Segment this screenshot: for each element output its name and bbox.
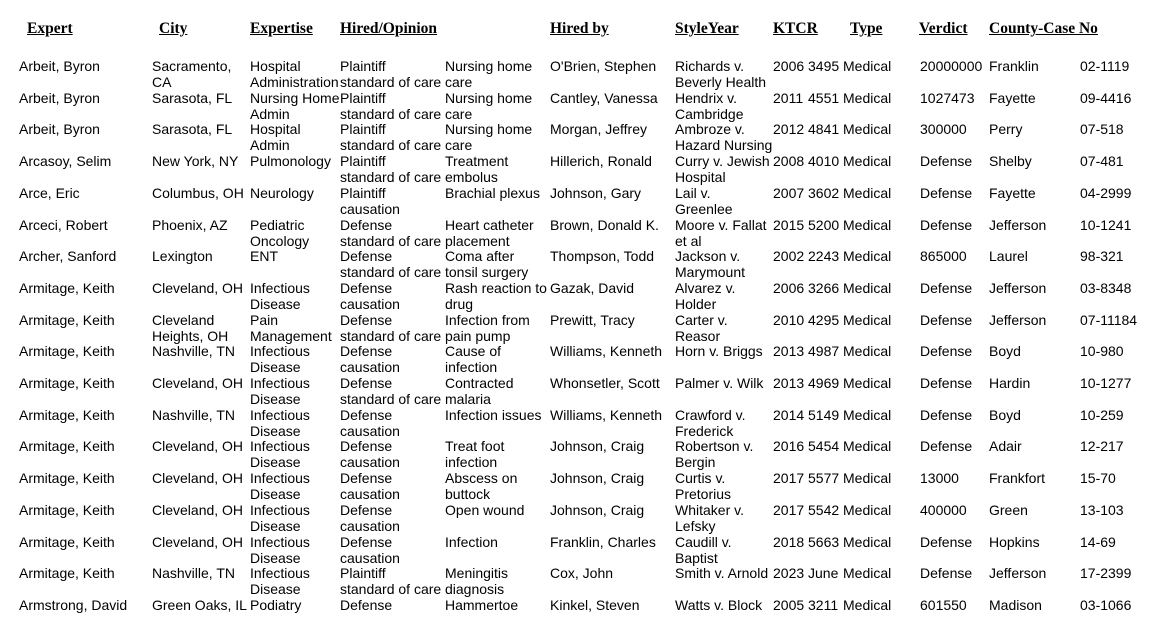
case-style-cell: Caudill v. Baptist [675, 534, 732, 566]
table-row [0, 153, 1163, 185]
opinion-cell: Infection [445, 534, 498, 550]
type-cell: Medical [843, 90, 892, 106]
expert-cell: Arbeit, Byron [19, 121, 100, 137]
county-cell: Fayette [989, 185, 1036, 201]
county-cell: Hardin [989, 375, 1031, 391]
expert-cell: Armitage, Keith [19, 375, 115, 391]
expertise-cell: Infectious Disease [250, 280, 310, 312]
ktcr-cell: 4295 [808, 312, 840, 328]
hired-by-cell: Kinkel, Steven [550, 597, 640, 613]
year-cell: 2016 [773, 438, 805, 454]
verdict-cell: Defense [920, 280, 973, 296]
opinion-cell: Treatment embolus [445, 153, 509, 185]
table-row [0, 217, 1163, 249]
case-number-cell: 17-2399 [1080, 565, 1132, 581]
expertise-cell: Infectious Disease [250, 438, 310, 470]
case-style-cell: Carter v. Reasor [675, 312, 728, 344]
hired-by-cell: Prewitt, Tracy [550, 312, 635, 328]
type-cell: Medical [843, 438, 892, 454]
header-county-case[interactable]: County-Case No [989, 20, 1098, 37]
city-cell: Nashville, TN [152, 407, 235, 423]
expert-cell: Armitage, Keith [19, 470, 115, 486]
year-cell: 2011 [773, 90, 804, 106]
county-cell: Jefferson [989, 565, 1047, 581]
case-style-cell: Hendrix v. Cambridge [675, 90, 744, 122]
hired-side-cell: Plaintiff standard of care [340, 121, 442, 153]
expertise-cell: Infectious Disease [250, 470, 310, 502]
hired-by-cell: Thompson, Todd [550, 248, 655, 264]
county-cell: Perry [989, 121, 1023, 137]
type-cell: Medical [843, 121, 892, 137]
table-row [0, 185, 1163, 217]
ktcr-cell: June [808, 565, 839, 581]
expertise-cell: Hospital Admin [250, 121, 301, 153]
opinion-cell: Open wound [445, 502, 525, 518]
city-cell: Cleveland, OH [152, 502, 244, 518]
year-cell: 2017 [773, 502, 805, 518]
hired-by-cell: Williams, Kenneth [550, 407, 663, 423]
ktcr-cell: 3211 [808, 597, 839, 613]
ktcr-cell: 5454 [808, 438, 840, 454]
case-number-cell: 02-1119 [1080, 58, 1130, 74]
expertise-cell: Infectious Disease [250, 343, 310, 375]
expert-cell: Armitage, Keith [19, 343, 115, 359]
type-cell: Medical [843, 185, 892, 201]
city-cell: Sacramento, CA [152, 58, 232, 90]
hired-side-cell: Defense standard of care [340, 312, 442, 344]
city-cell: Sarasota, FL [152, 90, 233, 106]
ktcr-cell: 5577 [808, 470, 840, 486]
county-cell: Franklin [989, 58, 1039, 74]
city-cell: Cleveland, OH [152, 438, 244, 454]
ktcr-cell: 2243 [808, 248, 840, 264]
hired-side-cell: Defense causation [340, 534, 400, 566]
opinion-cell: Heart catheter placement [445, 217, 534, 249]
table-row [0, 90, 1163, 122]
county-cell: Boyd [989, 343, 1021, 359]
opinion-cell: Abscess on buttock [445, 470, 518, 502]
verdict-cell: 20000000 [920, 58, 983, 74]
type-cell: Medical [843, 58, 892, 74]
type-cell: Medical [843, 565, 892, 581]
type-cell: Medical [843, 248, 892, 264]
ktcr-cell: 3266 [808, 280, 840, 296]
opinion-cell: Brachial plexus [445, 185, 540, 201]
header-city[interactable]: City [159, 20, 188, 37]
type-cell: Medical [843, 534, 892, 550]
hired-side-cell: Defense standard of care [340, 217, 442, 249]
table-row [0, 248, 1163, 280]
type-cell: Medical [843, 280, 892, 296]
table-row [0, 375, 1163, 407]
case-number-cell: 10-259 [1080, 407, 1124, 423]
case-style-cell: Moore v. Fallat et al [675, 217, 767, 249]
verdict-cell: 13000 [920, 470, 959, 486]
expertise-cell: Infectious Disease [250, 565, 310, 597]
table-row [0, 565, 1163, 597]
city-cell: Nashville, TN [152, 565, 235, 581]
case-number-cell: 12-217 [1080, 438, 1124, 454]
header-verdict[interactable]: Verdict [919, 20, 968, 37]
table-row [0, 312, 1163, 344]
city-cell: Cleveland, OH [152, 470, 244, 486]
header-hired-opinion[interactable]: Hired/Opinion [340, 20, 438, 37]
verdict-cell: Defense [920, 407, 973, 423]
year-cell: 2017 [773, 470, 805, 486]
county-cell: Frankfort [989, 470, 1046, 486]
case-style-cell: Watts v. Block [675, 597, 763, 613]
case-style-cell: Alvarez v. Holder [675, 280, 736, 312]
expertise-cell: Infectious Disease [250, 407, 310, 439]
case-style-cell: Ambroze v. Hazard Nursing [675, 121, 773, 153]
expert-cell: Arbeit, Byron [19, 90, 100, 106]
header-type[interactable]: Type [850, 20, 883, 37]
case-style-cell: Horn v. Briggs [675, 343, 763, 359]
hired-by-cell: Hillerich, Ronald [550, 153, 652, 169]
verdict-cell: 865000 [920, 248, 967, 264]
case-number-cell: 04-2999 [1080, 185, 1132, 201]
verdict-cell: Defense [920, 217, 973, 233]
type-cell: Medical [843, 375, 892, 391]
expertise-cell: Nursing Home Admin [250, 90, 340, 122]
expertise-cell: ENT [250, 248, 278, 264]
hired-by-cell: Cox, John [550, 565, 614, 581]
hired-side-cell: Plaintiff standard of care [340, 90, 442, 122]
expert-cell: Armitage, Keith [19, 502, 115, 518]
type-cell: Medical [843, 502, 892, 518]
expert-cell: Armitage, Keith [19, 534, 115, 550]
case-number-cell: 07-518 [1080, 121, 1124, 137]
case-number-cell: 98-321 [1080, 248, 1124, 264]
case-number-cell: 15-70 [1080, 470, 1116, 486]
verdict-cell: Defense [920, 153, 973, 169]
case-style-cell: Crawford v. Frederick [675, 407, 746, 439]
table-row [0, 280, 1163, 312]
opinion-cell: Rash reaction to drug [445, 280, 547, 312]
opinion-cell: Treat foot infection [445, 438, 505, 470]
year-cell: 2015 [773, 217, 805, 233]
case-number-cell: 07-11184 [1080, 312, 1138, 328]
hired-side-cell: Plaintiff standard of care [340, 565, 442, 597]
year-cell: 2008 [773, 153, 805, 169]
hired-by-cell: Johnson, Gary [550, 185, 642, 201]
ktcr-cell: 4010 [808, 153, 840, 169]
hired-side-cell: Plaintiff standard of care [340, 153, 442, 185]
verdict-cell: Defense [920, 565, 973, 581]
expertise-cell: Podiatry [250, 597, 302, 613]
expert-cell: Arceci, Robert [19, 217, 108, 233]
ktcr-cell: 4987 [808, 343, 840, 359]
case-number-cell: 14-69 [1080, 534, 1116, 550]
expertise-cell: Neurology [250, 185, 314, 201]
hired-by-cell: Whonsetler, Scott [550, 375, 660, 391]
county-cell: Fayette [989, 90, 1036, 106]
case-number-cell: 13-103 [1080, 502, 1124, 518]
case-style-cell: Richards v. Beverly Health [675, 58, 767, 90]
year-cell: 2012 [773, 121, 805, 137]
case-style-cell: Curtis v. Pretorius [675, 470, 732, 502]
verdict-cell: 300000 [920, 121, 967, 137]
case-style-cell: Whitaker v. Lefsky [675, 502, 744, 534]
year-cell: 2014 [773, 407, 805, 423]
expertise-cell: Infectious Disease [250, 534, 310, 566]
hired-side-cell: Defense causation [340, 280, 400, 312]
verdict-cell: Defense [920, 534, 973, 550]
year-cell: 2023 [773, 565, 805, 581]
table-row [0, 470, 1163, 502]
year-cell: 2010 [773, 312, 805, 328]
year-cell: 2007 [773, 185, 805, 201]
city-cell: Cleveland, OH [152, 375, 244, 391]
table-row [0, 58, 1163, 90]
type-cell: Medical [843, 153, 892, 169]
opinion-cell: Contracted malaria [445, 375, 514, 407]
expertise-cell: Infectious Disease [250, 375, 310, 407]
county-cell: Laurel [989, 248, 1028, 264]
header-ktcr[interactable]: KTCR [773, 20, 818, 37]
ktcr-cell: 4969 [808, 375, 840, 391]
type-cell: Medical [843, 407, 892, 423]
hired-by-cell: Williams, Kenneth [550, 343, 663, 359]
ktcr-cell: 4551 [808, 90, 840, 106]
verdict-cell: Defense [920, 312, 973, 328]
year-cell: 2013 [773, 343, 805, 359]
type-cell: Medical [843, 217, 892, 233]
header-hired-by[interactable]: Hired by [550, 20, 609, 37]
city-cell: Cleveland Heights, OH [152, 312, 229, 344]
hired-by-cell: Brown, Donald K. [550, 217, 659, 233]
verdict-cell: 601550 [920, 597, 967, 613]
year-cell: 2002 [773, 248, 805, 264]
county-cell: Madison [989, 597, 1042, 613]
year-cell: 2013 [773, 375, 805, 391]
case-number-cell: 10-1241 [1080, 217, 1132, 233]
expert-cell: Armitage, Keith [19, 438, 115, 454]
hired-side-cell: Plaintiff causation [340, 185, 400, 217]
table-row [0, 534, 1163, 566]
county-cell: Jefferson [989, 217, 1047, 233]
expertise-cell: Pediatric Oncology [250, 217, 310, 249]
county-cell: Boyd [989, 407, 1021, 423]
ktcr-cell: 5149 [808, 407, 840, 423]
county-cell: Hopkins [989, 534, 1040, 550]
case-style-cell: Lail v. Greenlee [675, 185, 733, 217]
case-style-cell: Palmer v. Wilk [675, 375, 764, 391]
year-cell: 2006 [773, 280, 805, 296]
case-number-cell: 10-1277 [1080, 375, 1132, 391]
hired-side-cell: Defense causation [340, 407, 400, 439]
header-style-year[interactable]: StyleYear [675, 20, 739, 37]
verdict-cell: Defense [920, 185, 973, 201]
hired-side-cell: Defense causation [340, 502, 400, 534]
county-cell: Jefferson [989, 312, 1047, 328]
hired-side-cell: Defense standard of care [340, 248, 442, 280]
hired-by-cell: Johnson, Craig [550, 470, 645, 486]
case-style-cell: Robertson v. Bergin [675, 438, 754, 470]
expert-cell: Arcasoy, Selim [19, 153, 112, 169]
hired-side-cell: Defense [340, 597, 393, 613]
case-number-cell: 03-1066 [1080, 597, 1132, 613]
table-row [0, 502, 1163, 534]
expert-cell: Armitage, Keith [19, 312, 115, 328]
hired-by-cell: Gazak, David [550, 280, 635, 296]
type-cell: Medical [843, 597, 892, 613]
city-cell: Cleveland, OH [152, 534, 244, 550]
verdict-cell: Defense [920, 438, 973, 454]
case-number-cell: 03-8348 [1080, 280, 1132, 296]
hired-side-cell: Defense causation [340, 438, 400, 470]
city-cell: Lexington [152, 248, 213, 264]
hired-side-cell: Defense causation [340, 343, 400, 375]
opinion-cell: Nursing home care [445, 121, 533, 153]
hired-by-cell: Johnson, Craig [550, 502, 645, 518]
hired-by-cell: Johnson, Craig [550, 438, 645, 454]
expertise-cell: Pain Management [250, 312, 332, 344]
header-expert[interactable]: Expert [27, 20, 73, 37]
ktcr-cell: 4841 [808, 121, 840, 137]
verdict-cell: Defense [920, 375, 973, 391]
case-number-cell: 07-481 [1080, 153, 1124, 169]
county-cell: Adair [989, 438, 1022, 454]
ktcr-cell: 3602 [808, 185, 840, 201]
hired-side-cell: Defense standard of care [340, 375, 442, 407]
type-cell: Medical [843, 470, 892, 486]
case-number-cell: 10-980 [1080, 343, 1124, 359]
city-cell: Cleveland, OH [152, 280, 244, 296]
expert-cell: Arbeit, Byron [19, 58, 100, 74]
hired-by-cell: O'Brien, Stephen [550, 58, 657, 74]
hired-by-cell: Franklin, Charles [550, 534, 656, 550]
table-row [0, 438, 1163, 470]
ktcr-cell: 5663 [808, 534, 840, 550]
expert-cell: Armitage, Keith [19, 280, 115, 296]
city-cell: New York, NY [152, 153, 239, 169]
hired-side-cell: Plaintiff standard of care [340, 58, 442, 90]
opinion-cell: Coma after tonsil surgery [445, 248, 529, 280]
verdict-cell: 1027473 [920, 90, 975, 106]
county-cell: Green [989, 502, 1028, 518]
county-cell: Jefferson [989, 280, 1047, 296]
city-cell: Columbus, OH [152, 185, 244, 201]
case-number-cell: 09-4416 [1080, 90, 1132, 106]
county-cell: Shelby [989, 153, 1032, 169]
case-style-cell: Jackson v. Marymount [675, 248, 746, 280]
opinion-cell: Nursing home care [445, 90, 533, 122]
table-row [0, 343, 1163, 375]
verdict-cell: Defense [920, 343, 973, 359]
hired-side-cell: Defense causation [340, 470, 400, 502]
expertise-cell: Pulmonology [250, 153, 331, 169]
hired-by-cell: Morgan, Jeffrey [550, 121, 648, 137]
case-style-cell: Smith v. Arnold [675, 565, 769, 581]
year-cell: 2018 [773, 534, 805, 550]
table-row [0, 407, 1163, 439]
header-expertise[interactable]: Expertise [250, 20, 313, 37]
ktcr-cell: 5542 [808, 502, 840, 518]
verdict-cell: 400000 [920, 502, 967, 518]
year-cell: 2006 [773, 58, 805, 74]
opinion-cell: Infection from pain pump [445, 312, 530, 344]
ktcr-cell: 3495 [808, 58, 840, 74]
table-row [0, 121, 1163, 153]
type-cell: Medical [843, 312, 892, 328]
expert-cell: Armstrong, David [19, 597, 128, 613]
opinion-cell: Hammertoe [445, 597, 519, 613]
expert-cell: Armitage, Keith [19, 407, 115, 423]
opinion-cell: Meningitis diagnosis [445, 565, 509, 597]
opinion-cell: Nursing home care [445, 58, 533, 90]
expertise-cell: Infectious Disease [250, 502, 310, 534]
city-cell: Green Oaks, IL [152, 597, 247, 613]
city-cell: Sarasota, FL [152, 121, 233, 137]
opinion-cell: Cause of infection [445, 343, 502, 375]
expert-cell: Archer, Sanford [19, 248, 117, 264]
case-style-cell: Curry v. Jewish Hospital [675, 153, 770, 185]
table-row [0, 597, 1163, 629]
expert-cell: Armitage, Keith [19, 565, 115, 581]
city-cell: Phoenix, AZ [152, 217, 228, 233]
expert-cell: Arce, Eric [19, 185, 80, 201]
opinion-cell: Infection issues [445, 407, 542, 423]
year-cell: 2005 [773, 597, 805, 613]
expertise-cell: Hospital Administration [250, 58, 339, 90]
city-cell: Nashville, TN [152, 343, 235, 359]
hired-by-cell: Cantley, Vanessa [550, 90, 658, 106]
type-cell: Medical [843, 343, 892, 359]
ktcr-cell: 5200 [808, 217, 840, 233]
